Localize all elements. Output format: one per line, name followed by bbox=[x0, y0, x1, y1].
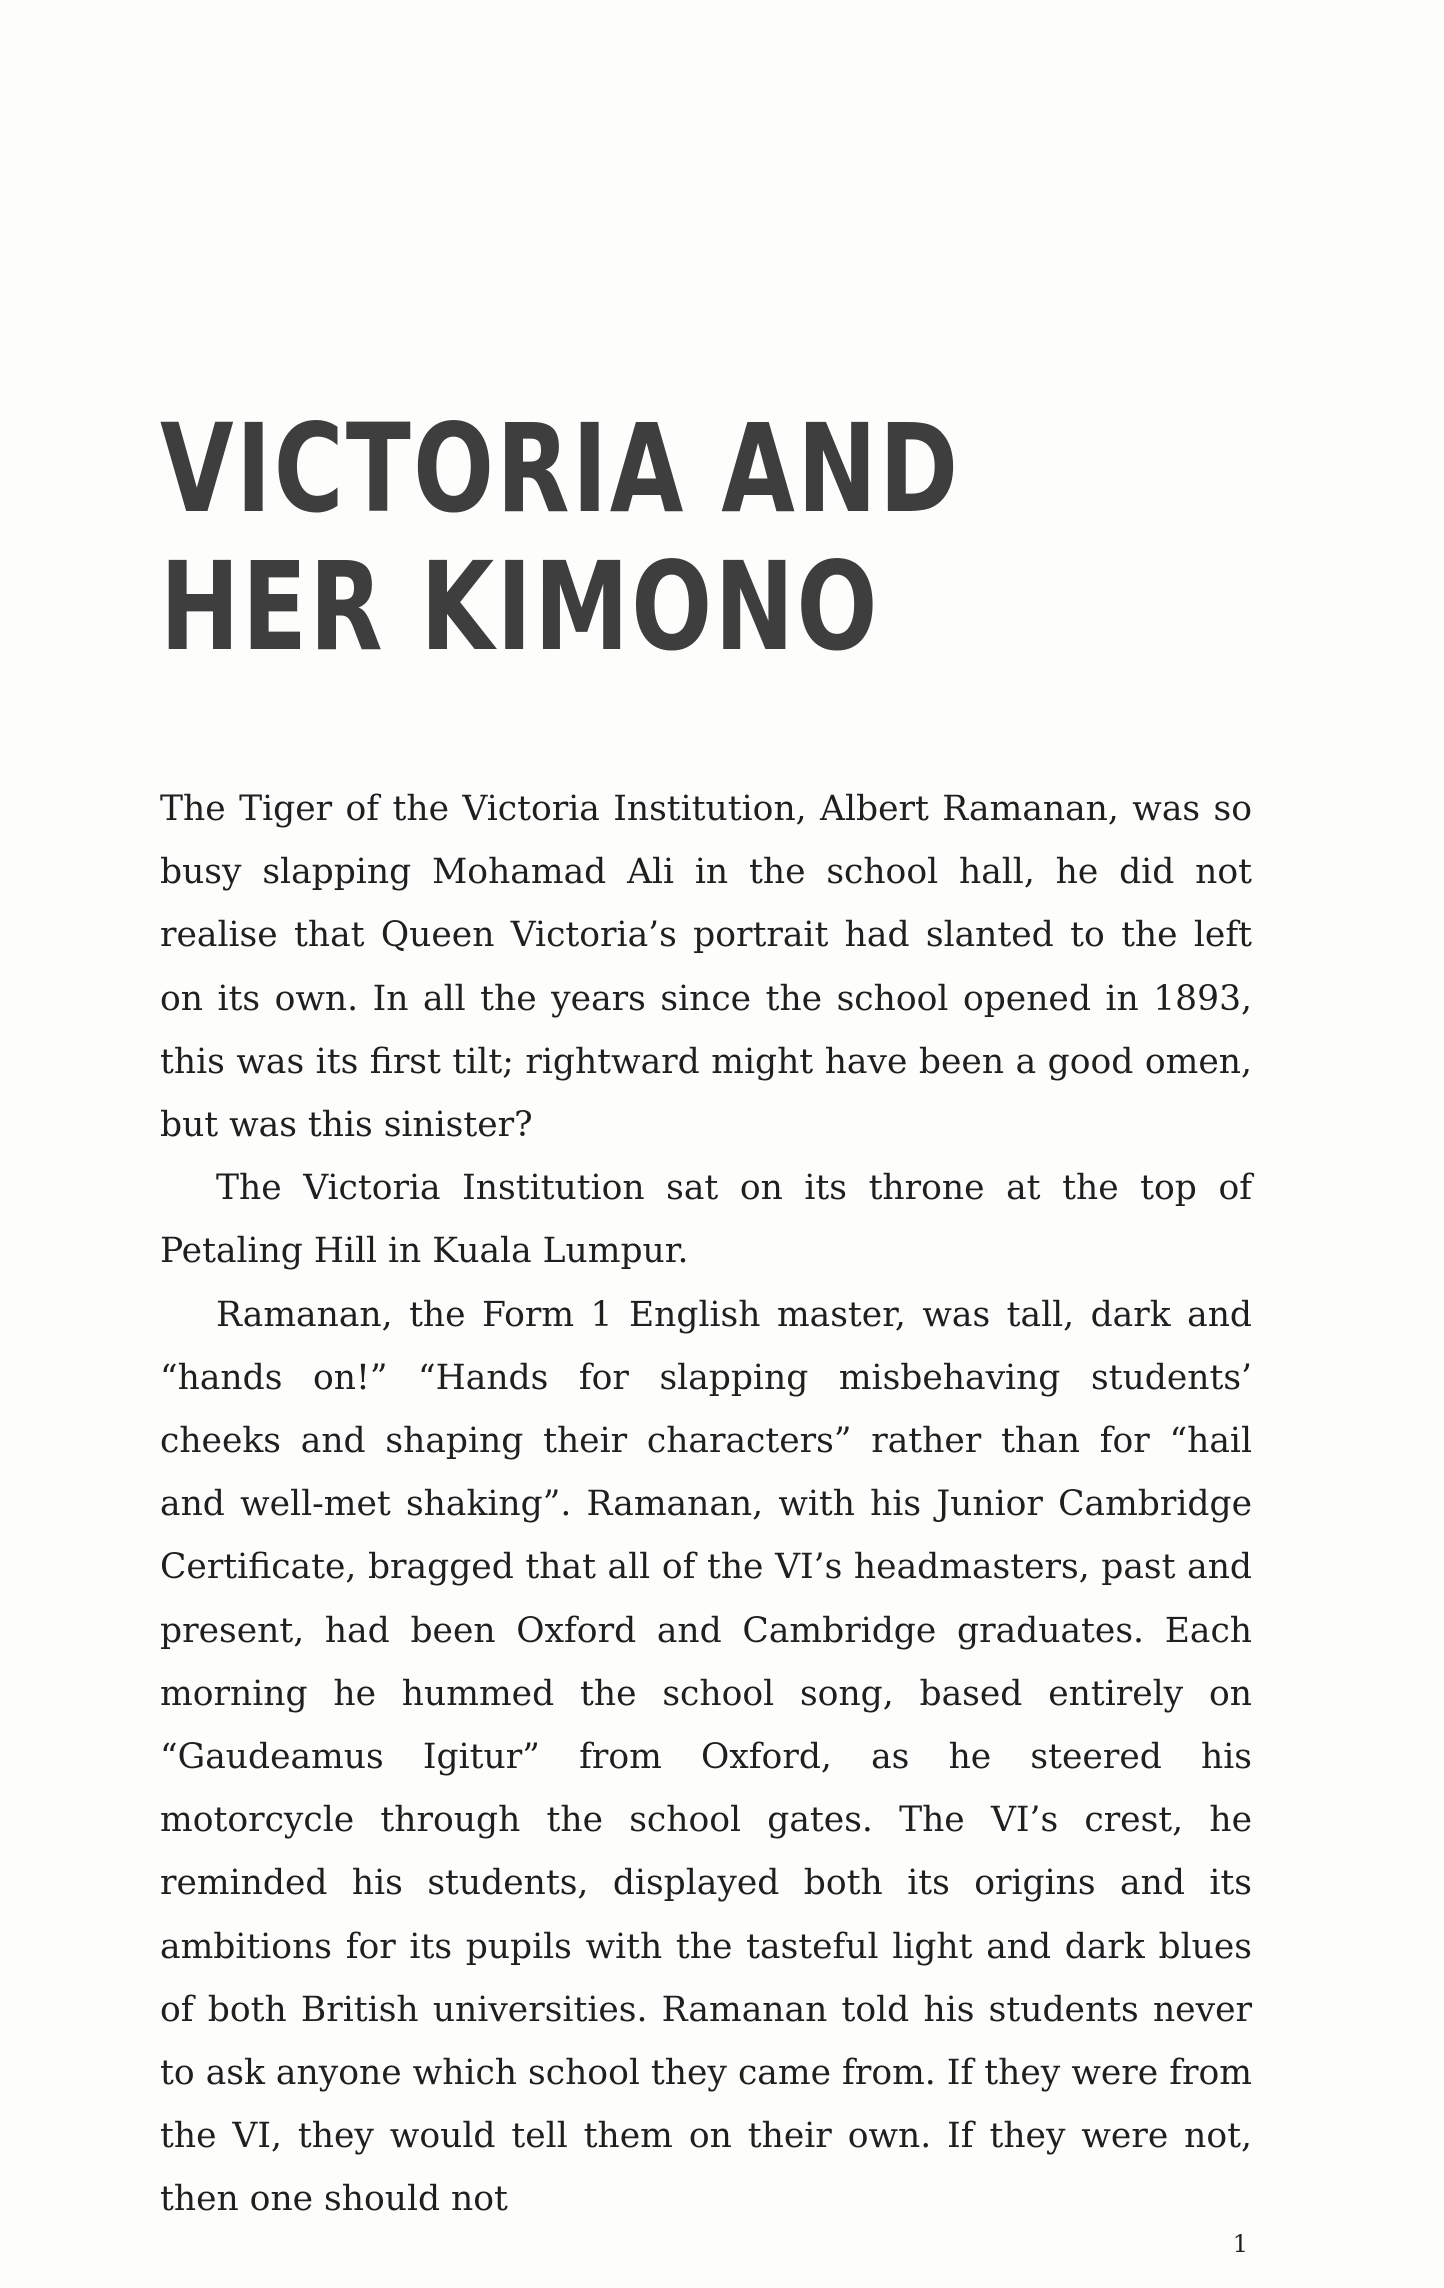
paragraph-2: The Victoria Institution sat on its throne at the top of Petaling Hill in Kuala Lumpur. bbox=[160, 1168, 1252, 1272]
chapter-title-line-1: VICTORIA AND bbox=[160, 398, 961, 540]
paragraph-3: Ramanan, the Form 1 English master, was tall, dark and “hands on!” “Hands for slapping misbehaving students’ cheeks and shaping their characters” rather than for “hail and well-met shaking”. Ramanan, with his Junior Cambridge Certificate, bragged that all of the VI’s headmasters, past and present, had been Oxford and Cambridge graduates. Each morning he hummed the school song, based entirely on “Gaudeamus Igitur” from Oxford, as he steered his motorcycle through the school gates. The VI’s crest, he reminded his students, displayed both its origins and its ambitions for its pupils with the tasteful light and dark blues of both British universities. Ramanan told his students never to ask anyone which school they came from. If they were from the VI, they would tell them on their own. If they were not, then one should not bbox=[160, 1294, 1252, 2220]
chapter-title bbox=[160, 400, 961, 676]
page-number: 1 bbox=[1232, 2230, 1248, 2258]
chapter-body bbox=[160, 778, 1252, 2232]
paragraph-1: The Tiger of the Victoria Institution, Albert Ramanan, was so busy slapping Mohamad Ali in the school hall, he did not realise that Queen Victoria’s portrait had slanted to the left on its own. In all the years since the school opened in 1893, this was its first tilt; rightward might have been a good omen, but was this sinister? bbox=[160, 789, 1252, 1146]
chapter-title-line-2: HER KIMONO bbox=[160, 536, 880, 678]
